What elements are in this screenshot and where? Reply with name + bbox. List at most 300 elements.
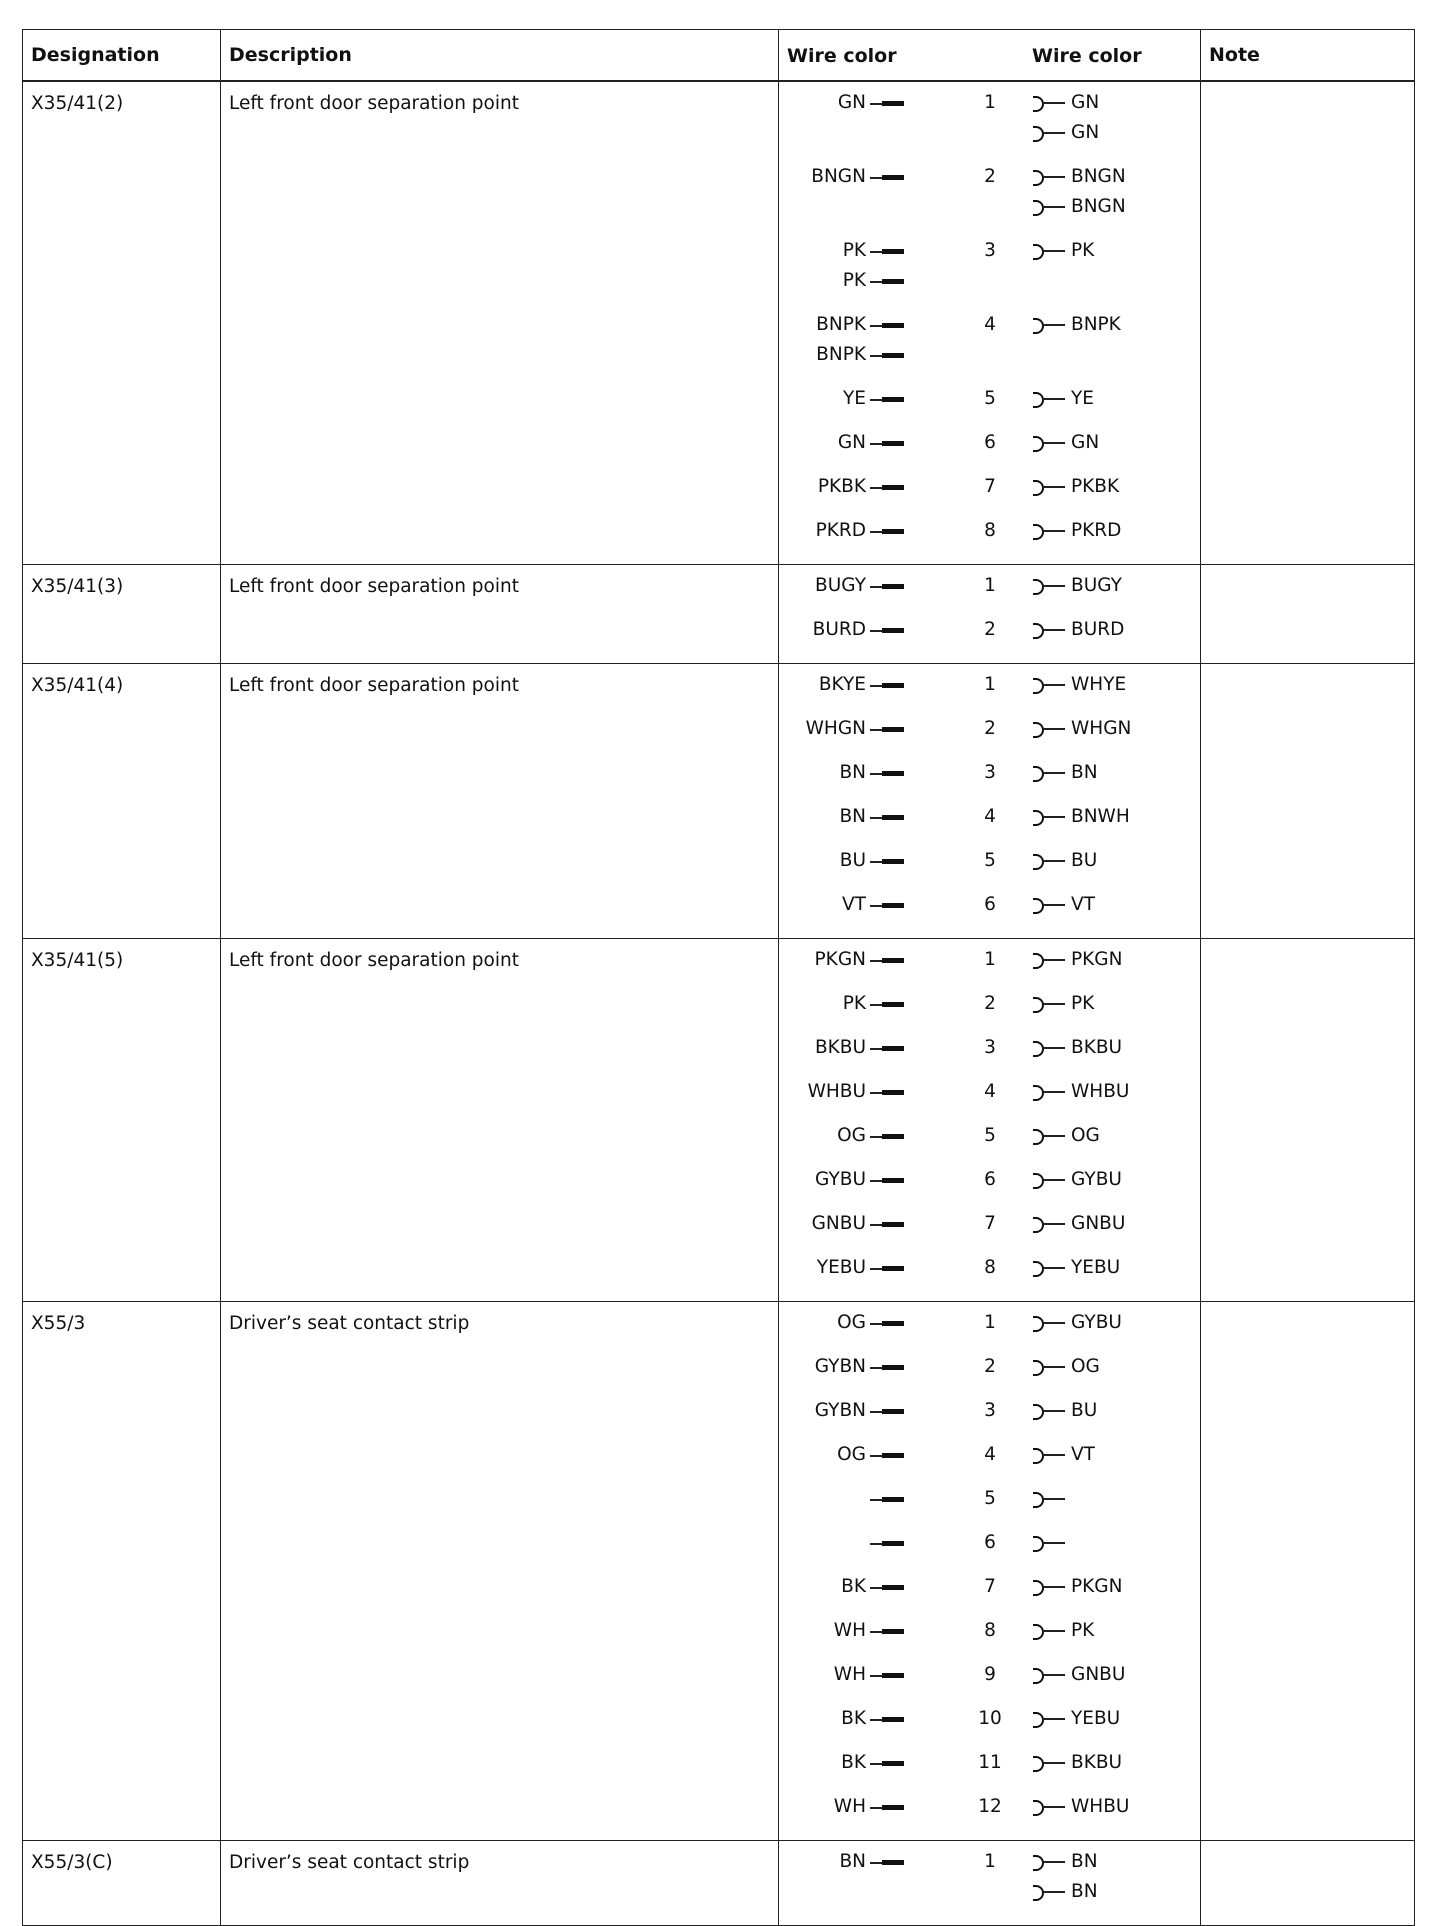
right-wire <box>1031 1877 1098 1907</box>
left-wire <box>764 1033 904 1063</box>
pin-row <box>779 1165 1200 1209</box>
pin-connector-icon <box>870 679 904 691</box>
pin-row <box>779 1484 1200 1528</box>
pin-row <box>779 890 1200 934</box>
connector-table-sheet <box>22 29 1414 1902</box>
pin-row <box>779 472 1200 516</box>
left-wire <box>764 1616 904 1646</box>
pin-number: 5 <box>984 1125 996 1146</box>
left-wire-color: OG <box>837 1125 866 1146</box>
right-wire <box>1031 945 1122 975</box>
right-wire-color: BN <box>1071 762 1098 783</box>
left-wire <box>764 802 904 832</box>
right-wire <box>1031 1847 1098 1877</box>
pin-connector-icon <box>870 1405 904 1417</box>
pin-connector-icon <box>870 437 904 449</box>
header-description: Description <box>221 30 779 82</box>
socket-connector-icon <box>1031 1214 1065 1234</box>
right-wire <box>1031 615 1124 645</box>
pin-connector-icon <box>870 1086 904 1098</box>
socket-connector-icon <box>1031 950 1065 970</box>
right-wire <box>1031 890 1095 920</box>
left-wire <box>764 236 904 266</box>
pin-row <box>779 758 1200 802</box>
pin-connector-icon <box>870 1042 904 1054</box>
connector-row <box>23 939 1415 1302</box>
pin-connector-icon <box>870 97 904 109</box>
right-wire <box>1031 118 1099 148</box>
pin-number: 4 <box>984 1081 996 1102</box>
pin-connector-icon <box>870 767 904 779</box>
left-wire <box>764 758 904 788</box>
right-wire-color: WHBU <box>1071 1081 1130 1102</box>
right-wire <box>1031 1165 1122 1195</box>
right-wire <box>1031 1352 1100 1382</box>
right-wire <box>1031 1572 1122 1602</box>
right-wire <box>1031 310 1121 340</box>
pin-connector-icon <box>870 393 904 405</box>
right-wire <box>1031 162 1126 192</box>
pin-row <box>779 615 1200 659</box>
pin-connector-icon <box>870 1449 904 1461</box>
pin-connector-icon <box>870 1537 904 1549</box>
right-wire <box>1031 428 1099 458</box>
pin-number: 5 <box>984 850 996 871</box>
socket-connector-icon <box>1031 719 1065 739</box>
right-wire-color: YEBU <box>1071 1708 1121 1729</box>
pin-connector-icon <box>870 624 904 636</box>
pin-connector-icon <box>870 1493 904 1505</box>
left-wire-color: PK <box>842 270 866 291</box>
left-wire-color: OG <box>837 1312 866 1333</box>
left-wire <box>764 1121 904 1151</box>
header-designation: Designation <box>23 30 221 82</box>
right-wire-color: OG <box>1071 1125 1100 1146</box>
right-wire-color: YE <box>1071 388 1094 409</box>
socket-connector-icon <box>1031 1445 1065 1465</box>
right-wire-color: PK <box>1071 1620 1095 1641</box>
wire-color-cell <box>779 939 1201 1302</box>
socket-connector-icon <box>1031 994 1065 1014</box>
pin-row <box>779 1572 1200 1616</box>
connector-row <box>23 664 1415 939</box>
pin-number: 7 <box>984 1213 996 1234</box>
pin-connector-icon <box>870 1713 904 1725</box>
left-wire-color: OG <box>837 1444 866 1465</box>
right-wire <box>1031 1209 1125 1239</box>
left-wire-color: BK <box>841 1752 866 1773</box>
right-wire-color: BU <box>1071 1400 1098 1421</box>
left-wire <box>764 384 904 414</box>
right-wire <box>1031 384 1094 414</box>
socket-connector-icon <box>1031 315 1065 335</box>
left-wire-color: GYBU <box>815 1169 866 1190</box>
left-wire-color: PK <box>842 993 866 1014</box>
right-wire <box>1031 1616 1094 1646</box>
left-wire <box>764 340 904 370</box>
note-cell <box>1201 939 1415 1302</box>
pin-number: 11 <box>978 1752 1002 1773</box>
right-wire <box>1031 670 1126 700</box>
left-wire <box>764 162 904 192</box>
right-wire <box>1031 1748 1122 1778</box>
socket-connector-icon <box>1031 1533 1065 1553</box>
left-wire-color: WH <box>833 1796 866 1817</box>
socket-connector-icon <box>1031 1665 1065 1685</box>
left-wire-color: BKBU <box>814 1037 866 1058</box>
left-wire-color: BU <box>839 850 866 871</box>
pin-number: 2 <box>984 1356 996 1377</box>
right-wire-color: WHBU <box>1071 1796 1130 1817</box>
pin-number: 12 <box>978 1796 1002 1817</box>
header-wire-color-left: Wire color <box>787 45 897 67</box>
pin-connector-icon <box>870 481 904 493</box>
left-wire-color: PKGN <box>814 949 866 970</box>
right-wire-color: BURD <box>1071 619 1125 640</box>
description-cell: Left front door separation point <box>221 939 779 1302</box>
right-wire-color: OG <box>1071 1356 1100 1377</box>
left-wire <box>764 1572 904 1602</box>
pin-connector-icon <box>870 1801 904 1813</box>
right-wire-color: GYBU <box>1071 1169 1122 1190</box>
pin-row <box>779 1077 1200 1121</box>
pin-number: 6 <box>984 1532 996 1553</box>
pin-row <box>779 384 1200 428</box>
pin-connector-icon <box>870 1218 904 1230</box>
left-wire <box>764 516 904 546</box>
header-wire-color-right: Wire color <box>1032 45 1142 67</box>
socket-connector-icon <box>1031 1258 1065 1278</box>
designation-cell: X55/3 <box>23 1302 221 1841</box>
designation-cell: X35/41(3) <box>23 565 221 664</box>
designation-cell: X35/41(4) <box>23 664 221 939</box>
pin-row <box>779 1253 1200 1297</box>
socket-connector-icon <box>1031 1753 1065 1773</box>
pin-row <box>779 88 1200 162</box>
socket-connector-icon <box>1031 1797 1065 1817</box>
header-note: Note <box>1201 30 1415 82</box>
pin-number: 6 <box>984 894 996 915</box>
right-wire-color: GYBU <box>1071 1312 1122 1333</box>
pin-number: 5 <box>984 388 996 409</box>
note-cell <box>1201 565 1415 664</box>
socket-connector-icon <box>1031 1038 1065 1058</box>
pin-row <box>779 516 1200 560</box>
left-wire <box>764 989 904 1019</box>
wire-color-cell <box>779 565 1201 664</box>
right-wire-color: PK <box>1071 993 1095 1014</box>
left-wire-color: PKBK <box>817 476 866 497</box>
right-wire-color: PKGN <box>1071 949 1123 970</box>
designation-cell: X55/3(C) <box>23 1841 221 1926</box>
pin-connector-icon <box>870 1174 904 1186</box>
connector-rows <box>23 81 1415 1926</box>
left-wire <box>764 472 904 502</box>
left-wire <box>764 88 904 118</box>
description-cell: Left front door separation point <box>221 565 779 664</box>
left-wire <box>764 890 904 920</box>
pin-connector-icon <box>870 275 904 287</box>
left-wire-color: WH <box>833 1664 866 1685</box>
left-wire-color: GN <box>837 92 866 113</box>
pin-number: 8 <box>984 520 996 541</box>
pin-number: 3 <box>984 762 996 783</box>
pin-number: 3 <box>984 240 996 261</box>
right-wire-color: BN <box>1071 1851 1098 1872</box>
wire-color-cell <box>779 1302 1201 1841</box>
left-wire-color: BN <box>839 806 866 827</box>
pin-number: 4 <box>984 1444 996 1465</box>
socket-connector-icon <box>1031 1357 1065 1377</box>
right-wire <box>1031 1308 1122 1338</box>
wire-color-cell <box>779 1841 1201 1926</box>
right-wire <box>1031 714 1131 744</box>
right-wire-color: BKBU <box>1071 1037 1123 1058</box>
pin-number: 7 <box>984 1576 996 1597</box>
pin-row <box>779 989 1200 1033</box>
pin-row <box>779 1396 1200 1440</box>
pin-row <box>779 714 1200 758</box>
left-wire <box>764 1528 904 1558</box>
right-wire <box>1031 516 1121 546</box>
socket-connector-icon <box>1031 1621 1065 1641</box>
pin-number: 3 <box>984 1037 996 1058</box>
pin-number: 2 <box>984 619 996 640</box>
right-wire-color: BKBU <box>1071 1752 1123 1773</box>
right-wire <box>1031 1528 1071 1558</box>
pin-row <box>779 236 1200 310</box>
right-wire <box>1031 1077 1129 1107</box>
left-wire-color: BN <box>839 1851 866 1872</box>
left-wire-color: GN <box>837 432 866 453</box>
right-wire-color: BNGN <box>1071 196 1126 217</box>
socket-connector-icon <box>1031 477 1065 497</box>
socket-connector-icon <box>1031 675 1065 695</box>
pin-number: 1 <box>984 575 996 596</box>
left-wire <box>764 310 904 340</box>
left-wire-color: BNGN <box>811 166 866 187</box>
right-wire <box>1031 1660 1125 1690</box>
left-wire <box>764 1209 904 1239</box>
pin-row <box>779 1660 1200 1704</box>
pin-row <box>779 670 1200 714</box>
pin-row <box>779 1121 1200 1165</box>
left-wire <box>764 1165 904 1195</box>
left-wire-color: BURD <box>812 619 866 640</box>
right-wire-color: BU <box>1071 850 1098 871</box>
pin-connector-icon <box>870 245 904 257</box>
left-wire <box>764 1847 904 1877</box>
pin-number: 2 <box>984 718 996 739</box>
pin-connector-icon <box>870 998 904 1010</box>
wire-color-cell <box>779 664 1201 939</box>
left-wire <box>764 1704 904 1734</box>
pin-connector-icon <box>870 1669 904 1681</box>
pin-connector-icon <box>870 580 904 592</box>
right-wire <box>1031 802 1130 832</box>
note-cell <box>1201 664 1415 939</box>
left-wire-color: YEBU <box>816 1257 866 1278</box>
pin-number: 2 <box>984 166 996 187</box>
header-wire-color <box>779 30 1201 82</box>
left-wire <box>764 428 904 458</box>
right-wire-color: GN <box>1071 432 1100 453</box>
pin-connector-icon <box>870 1130 904 1142</box>
pin-row <box>779 1033 1200 1077</box>
left-wire-color: BNPK <box>816 314 866 335</box>
pin-row <box>779 802 1200 846</box>
pin-row <box>779 846 1200 890</box>
left-wire <box>764 1748 904 1778</box>
right-wire <box>1031 1121 1100 1151</box>
right-wire-color: YEBU <box>1071 1257 1121 1278</box>
pin-connector-icon <box>870 349 904 361</box>
right-wire-color: PKGN <box>1071 1576 1123 1597</box>
socket-connector-icon <box>1031 1170 1065 1190</box>
socket-connector-icon <box>1031 851 1065 871</box>
left-wire-color: GNBU <box>811 1213 866 1234</box>
designation-cell: X35/41(5) <box>23 939 221 1302</box>
pin-connector-icon <box>870 954 904 966</box>
pin-row <box>779 1308 1200 1352</box>
pin-number: 4 <box>984 806 996 827</box>
socket-connector-icon <box>1031 123 1065 143</box>
pin-row <box>779 1748 1200 1792</box>
right-wire-color: WHYE <box>1071 674 1127 695</box>
socket-connector-icon <box>1031 1082 1065 1102</box>
left-wire <box>764 846 904 876</box>
left-wire <box>764 266 904 296</box>
left-wire-color: BUGY <box>815 575 866 596</box>
right-wire-color: PKBK <box>1071 476 1120 497</box>
left-wire-color: BKYE <box>818 674 866 695</box>
socket-connector-icon <box>1031 895 1065 915</box>
pin-row <box>779 162 1200 236</box>
pin-row <box>779 571 1200 615</box>
socket-connector-icon <box>1031 1126 1065 1146</box>
connector-row <box>23 1302 1415 1841</box>
right-wire-color: BNPK <box>1071 314 1121 335</box>
left-wire <box>764 945 904 975</box>
pin-number: 6 <box>984 432 996 453</box>
pin-row <box>779 1704 1200 1748</box>
socket-connector-icon <box>1031 93 1065 113</box>
socket-connector-icon <box>1031 241 1065 261</box>
right-wire-color: PKRD <box>1071 520 1122 541</box>
left-wire <box>764 1396 904 1426</box>
description-cell: Driver’s seat contact strip <box>221 1841 779 1926</box>
pin-number: 5 <box>984 1488 996 1509</box>
left-wire-color: BK <box>841 1576 866 1597</box>
connector-table <box>22 29 1415 1926</box>
left-wire <box>764 1792 904 1822</box>
socket-connector-icon <box>1031 1709 1065 1729</box>
pin-connector-icon <box>870 319 904 331</box>
socket-connector-icon <box>1031 620 1065 640</box>
pin-row <box>779 1792 1200 1836</box>
pin-row <box>779 310 1200 384</box>
right-wire-color: BN <box>1071 1881 1098 1902</box>
wire-color-cell <box>779 81 1201 565</box>
right-wire <box>1031 1396 1097 1426</box>
right-wire <box>1031 236 1094 266</box>
right-wire-color: GNBU <box>1071 1213 1126 1234</box>
socket-connector-icon <box>1031 389 1065 409</box>
right-wire <box>1031 989 1094 1019</box>
pin-connector-icon <box>870 1262 904 1274</box>
socket-connector-icon <box>1031 1882 1065 1902</box>
right-wire <box>1031 758 1098 788</box>
right-wire-color: BNWH <box>1071 806 1130 827</box>
left-wire <box>764 571 904 601</box>
left-wire <box>764 1352 904 1382</box>
connector-row <box>23 1841 1415 1926</box>
note-cell <box>1201 1841 1415 1926</box>
pin-connector-icon <box>870 723 904 735</box>
left-wire <box>764 1484 904 1514</box>
right-wire <box>1031 571 1122 601</box>
left-wire <box>764 670 904 700</box>
socket-connector-icon <box>1031 576 1065 596</box>
right-wire <box>1031 472 1119 502</box>
socket-connector-icon <box>1031 167 1065 187</box>
designation-cell: X35/41(2) <box>23 81 221 565</box>
right-wire <box>1031 192 1126 222</box>
right-wire <box>1031 846 1097 876</box>
pin-connector-icon <box>870 855 904 867</box>
header-row <box>23 30 1415 82</box>
pin-row <box>779 1847 1200 1921</box>
connector-row <box>23 81 1415 565</box>
socket-connector-icon <box>1031 1852 1065 1872</box>
right-wire-color: GNBU <box>1071 1664 1126 1685</box>
right-wire <box>1031 88 1099 118</box>
pin-number: 3 <box>984 1400 996 1421</box>
left-wire-color: WHBU <box>807 1081 866 1102</box>
pin-row <box>779 1528 1200 1572</box>
pin-connector-icon <box>870 1317 904 1329</box>
left-wire-color: PKRD <box>815 520 866 541</box>
right-wire <box>1031 1440 1095 1470</box>
left-wire <box>764 1308 904 1338</box>
left-wire <box>764 1077 904 1107</box>
pin-number: 2 <box>984 993 996 1014</box>
pin-row <box>779 1616 1200 1660</box>
socket-connector-icon <box>1031 807 1065 827</box>
left-wire-color: VT <box>842 894 866 915</box>
pin-number: 7 <box>984 476 996 497</box>
right-wire-color: GN <box>1071 92 1100 113</box>
socket-connector-icon <box>1031 1401 1065 1421</box>
left-wire <box>764 1440 904 1470</box>
left-wire-color: BNPK <box>816 344 866 365</box>
pin-number: 1 <box>984 949 996 970</box>
right-wire <box>1031 1484 1071 1514</box>
right-wire-color: WHGN <box>1071 718 1132 739</box>
pin-number: 8 <box>984 1257 996 1278</box>
left-wire-color: GYBN <box>814 1400 866 1421</box>
description-cell: Left front door separation point <box>221 664 779 939</box>
pin-connector-icon <box>870 1625 904 1637</box>
pin-connector-icon <box>870 1757 904 1769</box>
pin-number: 1 <box>984 1312 996 1333</box>
socket-connector-icon <box>1031 521 1065 541</box>
right-wire <box>1031 1033 1122 1063</box>
left-wire <box>764 1253 904 1283</box>
note-cell <box>1201 81 1415 565</box>
pin-connector-icon <box>870 899 904 911</box>
pin-row <box>779 1209 1200 1253</box>
